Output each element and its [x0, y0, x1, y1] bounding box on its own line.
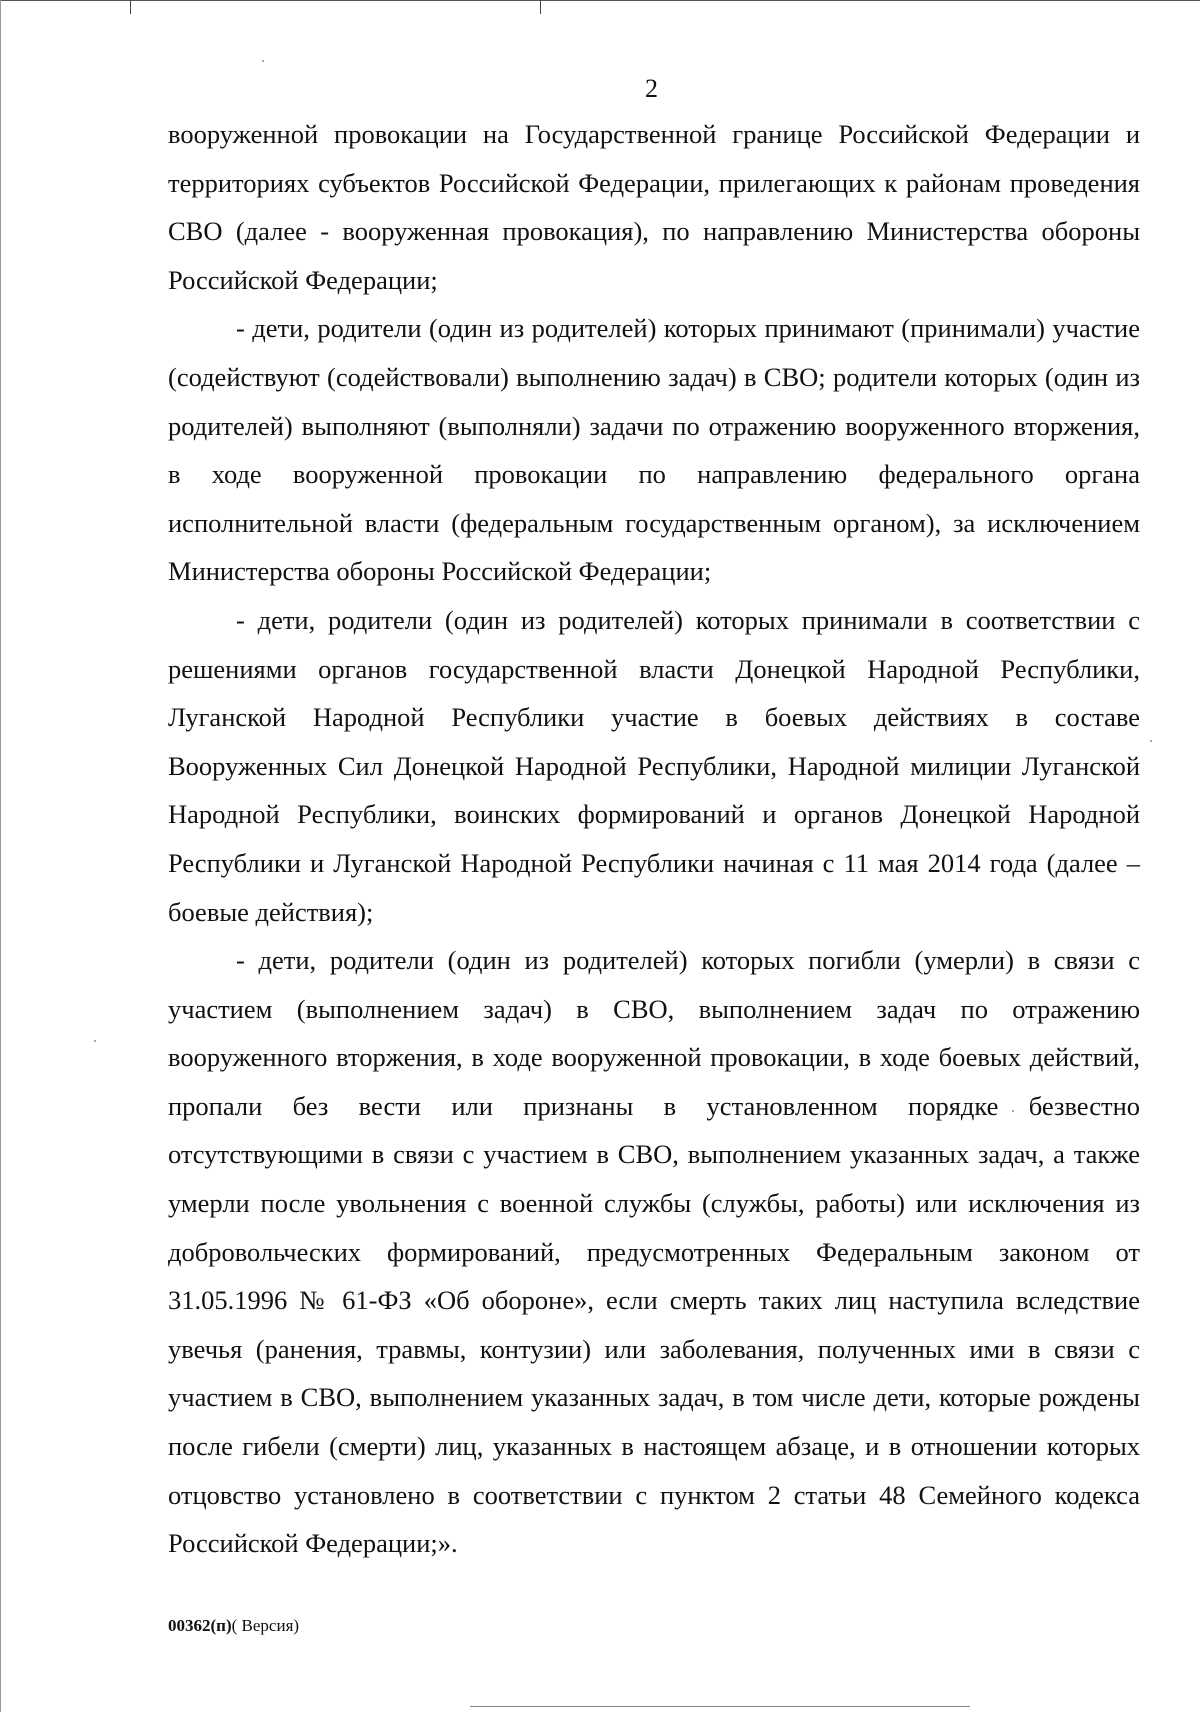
scan-left-edge [0, 0, 1, 1712]
scan-speck [94, 1040, 96, 1042]
document-version: ( Версия) [231, 1616, 300, 1635]
document-footer [168, 1615, 299, 1637]
document-body [168, 110, 1140, 1568]
scan-top-edge [0, 0, 1200, 1]
paragraph-list-item: - дети, родители (один из родителей) которых погибли (умерли) в связи с участием (выполнением задач) в СВО, выполнением задач по отражению вооруженного вторжения, в ходе вооруженной провокации, в ходе боевых действий, пропали без вести или признаны в установленном порядке безвестно отсутствующими в связи с участием в СВО, выполнением указанных задач, а также умерли после увольнения с военной службы (службы, работы) или исключения из добровольческих формирований, предусмотренных Федеральным законом от 31.05.1996 № 61-ФЗ «Об обороне», если смерть таких лиц наступила вследствие увечья (ранения, травмы, контузии) или заболевания, полученных ими в связи с участием в СВО, выполнением указанных задач, в том числе дети, которые рождены после гибели (смерти) лиц, указанных в настоящем абзаце, и в отношении которых отцовство установлено в соответствии с пунктом 2 статьи 48 Семейного кодекса Российской Федерации;». [168, 945, 1140, 1559]
paragraph-list-item: - дети, родители (один из родителей) которых принимали в соответствии с решениями органов государственной власти Донецкой Народной Республики, Луганской Народной Республики участие в боевых действиях в составе Вооруженных Сил Донецкой Народной Республики, Народной милиции Луганской Народной Республики, воинских формирований и органов Донецкой Народной Республики и Луганской Народной Республики начиная с 11 мая 2014 года (далее – боевые действия); [168, 604, 1140, 927]
scan-bottom-edge [470, 1706, 970, 1707]
page-number: 2 [645, 74, 658, 103]
scan-top-tick [130, 0, 131, 14]
scan-top-tick [540, 0, 541, 14]
scan-speck [1150, 740, 1152, 742]
document-code: 00362(п) [168, 1616, 232, 1635]
scan-speck [262, 60, 264, 62]
paragraph-list-item: - дети, родители (один из родителей) которых принимают (принимали) участие (содействуют (содействовали) выполнению задач) в СВО; родители которых (один из родителей) выполняют (выполняли) задачи по отражению вооруженного вторжения, в ходе вооруженной провокации по направлению федерального органа исполнительной власти (федеральным государственным органом), за исключением Министерства обороны Российской Федерации; [168, 313, 1140, 587]
paragraph-continuation: вооруженной провокации на Государственной границе Российской Федерации и территориях субъектов Российской Федерации, прилегающих к районам проведения СВО (далее - вооруженная провокация), по направлению Министерства обороны Российской Федерации; [168, 119, 1140, 295]
